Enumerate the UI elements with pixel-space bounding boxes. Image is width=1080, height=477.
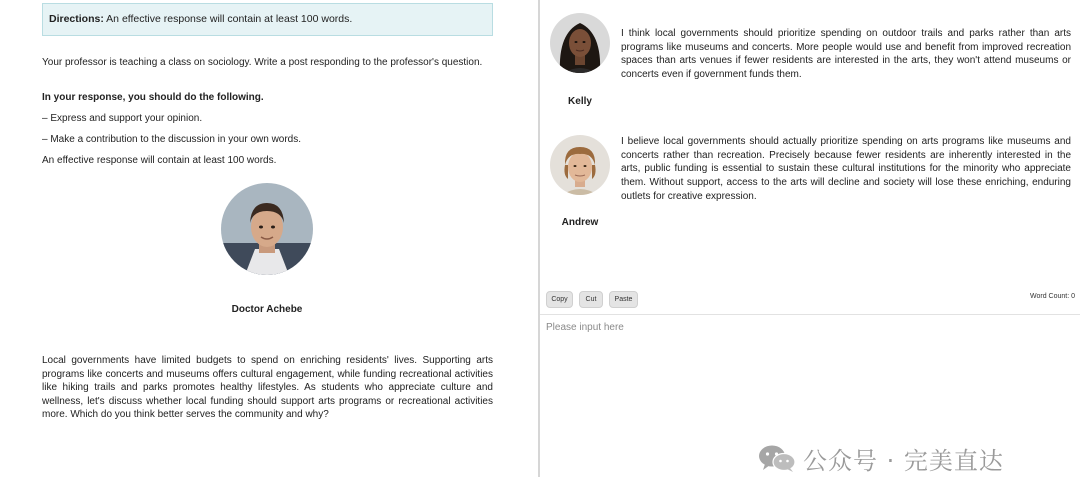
prompt-intro: Your professor is teaching a class on sociology. Write a post responding to the professor's question. <box>42 57 483 68</box>
professor-question: Local governments have limited budgets to spend on enriching residents' lives. Supporting arts programs like concerts and museums offers cultural engagement, while funding recreational activities like hiking trails and parks promotes healthy lifestyles. As students who appreciate culture and wellness, let's discuss whether local funding should support arts programs or recreational activities more. Which do you think better serves the community and why? <box>42 355 493 420</box>
kelly-avatar <box>550 13 610 73</box>
watermark-text: 公众号 · 完美直达 <box>803 446 1004 475</box>
kelly-name: Kelly <box>568 96 592 107</box>
directions-label: Directions: <box>49 13 104 25</box>
directions-text: An effective response will contain at least 100 words. <box>103 13 353 25</box>
instruction-bullet: – Make a contribution to the discussion in your own words. <box>42 134 302 145</box>
instruction-bullet: – Express and support your opinion. <box>42 113 203 124</box>
wechat-icon <box>757 443 797 473</box>
word-count: Word Count: 0 <box>1029 293 1075 300</box>
question-pane <box>0 0 538 477</box>
andrew-post: I believe local governments should actually prioritize spending on arts programs like museums and concerts rather than recreation. Precisely because fewer residents are inherently interested in the arts, public funding is essential to sustain these cultural institutions for the minority who appreciate them. Without support, access to the arts will decline and society will lose these enriching, enduring outlets for creative expression. <box>621 136 1071 202</box>
kelly-post: I think local governments should prioritize spending on outdoor trails and parks rather than arts programs like museums and concerts. More people would use and benefit from improved recreation spaces than arts venues if fewer residents are interested in the arts, they won't attend museums or concerts even if government funds them. <box>621 28 1071 81</box>
professor-avatar <box>221 183 313 275</box>
cut-button[interactable]: Cut <box>579 291 603 308</box>
directions-banner <box>42 3 493 36</box>
professor-name: Doctor Achebe <box>231 304 303 315</box>
andrew-name: Andrew <box>561 217 599 228</box>
copy-button[interactable]: Copy <box>546 291 573 308</box>
watermark <box>757 442 1004 474</box>
response-pane <box>540 0 1080 477</box>
word-requirement: An effective response will contain at least 100 words. <box>42 155 277 166</box>
instructions-heading: In your response, you should do the following. <box>42 92 264 103</box>
andrew-avatar <box>550 135 610 195</box>
paste-button[interactable]: Paste <box>609 291 638 308</box>
